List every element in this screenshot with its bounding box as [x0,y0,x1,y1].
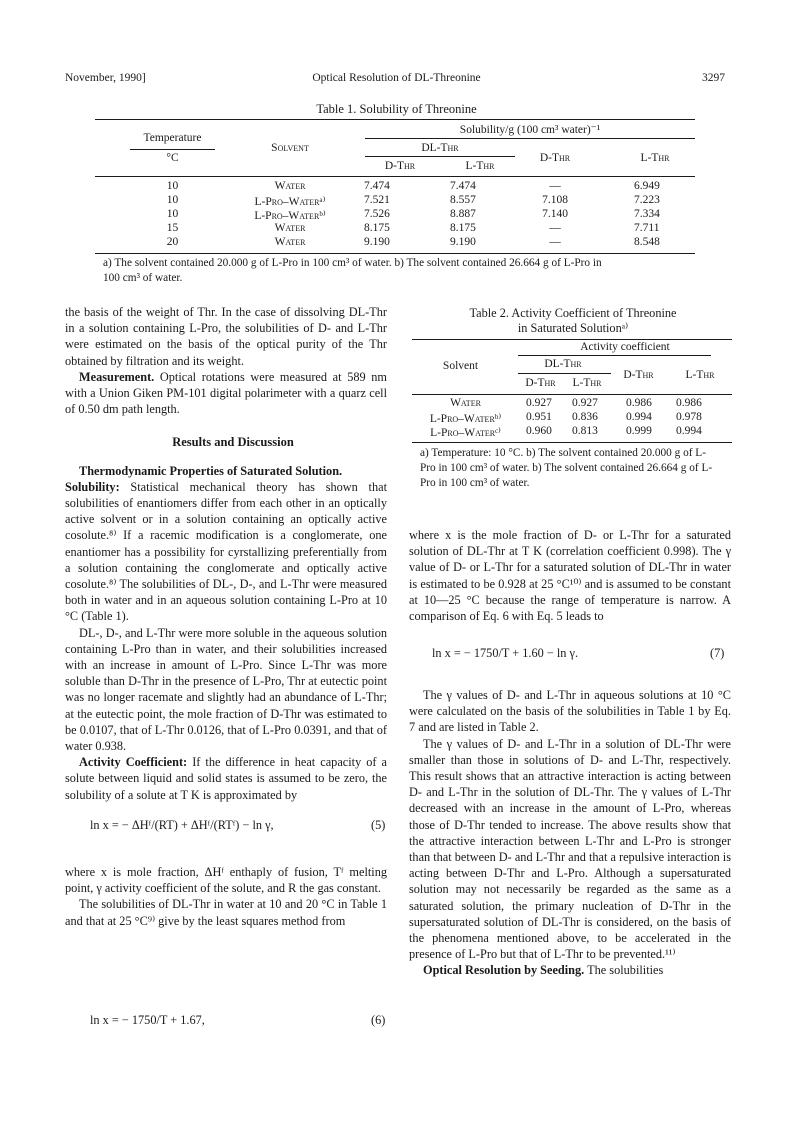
para-activity [65,754,387,803]
equation-5: ln x = − ΔHᶠ/(RT) + ΔHᶠ/(RTᶠ) − ln γ, [90,818,274,832]
table1-cell-d: — [549,180,561,192]
table1-header-lthr: L-Thr [640,152,670,164]
para-basis: the basis of the weight of Thr. In the case of dissolving DL-Thr in a solution containing L-Pro, the solubilities of D- and L-Thr were estimated on the basis of the optical purity of the Thr obtained by filtration and its weight. [65,305,387,368]
activity-heading: Activity Coefficient: [79,755,188,770]
table1-footnote-cont: 100 cm³ of water. [103,272,183,284]
right-column-cont [409,687,731,979]
table1-header-l-in-dl: L-Thr [465,160,495,172]
equation-5-number: (5) [371,818,386,832]
table1-cell-d-in-dl: 9.190 [364,236,390,248]
para-thermo-heading [65,463,387,479]
table1-cell-solvent: L-Pro–Waterᵇ⁾ [254,210,326,222]
table2-cell-d-in-dl: 0.951 [526,411,552,423]
left-column-cont [65,864,387,929]
table1-cell-l: 8.548 [634,236,660,248]
section-heading: Results and Discussion [172,435,294,450]
measurement-text: Optical rotations were measured at 589 nm with a Union Giken PM-101 digital polarimeter with a quarz cell of 0.50 dm path length. [65,369,387,417]
table1-cell-temp: 10 [166,194,179,206]
activity-text: If the difference in heat capacity of a solute between liquid and solid states is assumed to be zero, the solubility of a solute at T K is approximated by [65,755,388,802]
table1-bottom-rule [95,253,695,254]
table2-cell-l: 0.994 [676,425,702,437]
table2-cell-d-in-dl: 0.927 [526,397,552,409]
page-number: 3297 [702,72,725,84]
para-optical-resolution [409,962,731,978]
left-column [65,304,387,803]
table1-cell-l-in-dl: 8.887 [450,208,476,220]
solubility-heading: Solubility: [65,479,120,494]
table2-bottom-rule [412,442,732,443]
table1-cell-d: 7.108 [542,194,568,206]
optical-heading: Optical Resolution by Seeding. [423,963,585,978]
table2-title: Table 2. Activity Coefficient of Threonine [469,306,677,320]
table1-cell-d-in-dl: 7.521 [364,194,390,206]
table2-cell-d: 0.986 [626,397,652,409]
table1-header-solvent: Solvent [271,142,309,154]
table2-header-l-in-dl: L-Thr [572,377,602,389]
measurement-heading: Measurement. [79,369,155,384]
table1-cell-l-in-dl: 8.557 [450,194,476,206]
table2-header-solvent: Solvent [442,360,479,372]
table2-cell-d: 0.999 [626,425,652,437]
table1-temp-rule [130,149,215,150]
table2-cell-l: 0.978 [676,411,702,423]
table2-cell-l: 0.986 [676,397,702,409]
table1-solubility-rule [365,138,695,139]
table1-cell-l: 6.949 [634,180,660,192]
para-measurement [65,369,387,418]
table2-header-d-in-dl: D-Thr [525,377,556,389]
table1-cell-d-in-dl: 8.175 [364,222,390,234]
table1-cell-d: — [549,236,561,248]
equation-7-number: (7) [710,646,725,660]
table1-cell-l-in-dl: 8.175 [450,222,476,234]
table1-header-dlthr: DL-Thr [421,142,459,154]
thermo-heading: Thermodynamic Properties of Saturated Solution. [79,463,343,478]
table2-cell-solvent: L-Pro–Waterᵇ⁾ [429,413,502,425]
table1-dlthr-rule [365,156,515,157]
table2-top-rule [412,339,732,340]
para-dl: DL-, D-, and L-Thr were more soluble in the aqueous solution containing L-Pro than in water, and their solubilities increased with an increase in amount of L-Pro. Since L-Thr was more soluble than D-Thr in the presence of L-Pro, Thr at eutectic point was no longer racemate and slightly had an abundance of L-Thr; at the eutectic point, the mole fraction of D-Thr was estimated to be 0.0107, that of L-Thr 0.0126, that of L-Pro 0.0391, and that of water 0.938. [65,625,387,754]
table2-activity-rule [518,355,711,356]
para-where-saturated: where x is the mole fraction of D- or L-Thr for a saturated solution of DL-Thr at T K (correlation coefficient 0.998). The γ value of D- or L-Thr for a saturated solution of DL-Thr in water is estimated to be 0.928 at 25 °C¹⁰⁾ and is assumed to be constant at 10—25 °C because the range of temperature is narrow. A comparison of Eq. 6 with Eq. 5 leads to [409,528,731,624]
table2-header-rule [412,394,732,395]
table2-cell-d-in-dl: 0.960 [526,425,552,437]
table1-cell-l: 7.223 [634,194,660,206]
header-left: November, 1990] [65,72,146,84]
table1-cell-d: 7.140 [542,208,568,220]
table2-header-dthr: D-Thr [623,369,654,381]
table2-cell-l-in-dl: 0.927 [572,397,598,409]
solubility-text: Statistical mechanical theory has shown that solubilities of enantiomers differ from each other in an optically active solvent or in a solution containing an optically active cosolute.⁸⁾ If a racemic modification is a conglomerate, one enantiomer has a possibility for cyrstallizing preferentially from a solution containing the conglomerate and optically active cosolute.⁸⁾ The solubilities of DL-, D-, and L-Thr were measured both in water and in an aqueous solution containing L-Pro at 10 °C (Table 1). [65,479,387,624]
table1-cell-solvent: Water [274,236,306,248]
table2-cell-l-in-dl: 0.836 [572,411,598,423]
right-column [409,527,731,624]
table1-cell-solvent: Water [274,180,306,192]
optical-text: The solubilities [584,963,664,978]
table2-cell-d: 0.994 [626,411,652,423]
table1-cell-solvent: L-Pro–Waterᵃ⁾ [254,196,326,208]
table1-top-rule [95,119,695,120]
equation-6-number: (6) [371,1013,386,1027]
para-gamma-calc: The γ values of D- and L-Thr in aqueous solutions at 10 °C were calculated on the basis of the solubilities in Table 1 by Eq. 7 and are listed in Table 2. [409,688,731,735]
table2-footnote: a) Temperature: 10 °C. b) The solvent contained 20.000 g of L-Pro in 100 cm³ of water. b) The solvent contained 26.664 g of L-Pro in 100 cm³ of water. [420,447,713,489]
table2-cell-solvent: L-Pro–Waterᶜ⁾ [430,427,501,439]
table1-title: Table 1. Solubility of Threonine [316,102,477,116]
table1-header-temp-unit: °C [166,152,179,164]
para-solubilities-dl: The solubilities of DL-Thr in water at 10 and 20 °C in Table 1 and that at 25 °C⁹⁾ give by the least squares method from [65,897,387,928]
table2-title-cont: in Saturated Solutionᵃ⁾ [517,321,629,335]
table1-cell-d-in-dl: 7.526 [364,208,390,220]
table1-cell-l-in-dl: 9.190 [450,236,476,248]
table1-cell-temp: 10 [166,208,179,220]
table2-header-dlthr: DL-Thr [544,358,582,370]
table1-cell-temp: 20 [166,236,179,248]
header-title: Optical Resolution of DL-Threonine [312,72,481,84]
table1-cell-solvent: Water [274,222,306,234]
table1-cell-l: 7.334 [634,208,660,220]
table1-header-rule [95,176,695,177]
table2-header-lthr: L-Thr [685,369,715,381]
para-gamma-discussion: The γ values of D- and L-Thr in a solution of DL-Thr were smaller than those in solutions of D- and L-Thr, respectively. This result shows that an attractive interaction is acting between D- and L-Thr in the solution of DL-Thr. The γ values of L-Thr decreased with an increase in the amount of L-Pro, whereas those of D-Thr tended to increase. The above results show that the attractive interaction between L-Thr and L-Pro is stronger than that between D- and L-Thr and that a repulsive interaction is acting between D-Thr and L-Pro. Although a supersaturated solution may not necessarily be regarded as the same as a saturated solution, the primary nucleation of D-Thr in the supersaturated solution of DL-Thr is considered, on the basis of the phenomena mentioned above, to be accelerated in the presence of L-Pro but that of L-Thr to be prevented.¹¹⁾ [409,736,731,962]
table2-dlthr-rule [518,373,611,374]
table1-header-temperature: Temperature [143,132,202,144]
table2-cell-l-in-dl: 0.813 [572,425,598,437]
table1-footnote: a) The solvent contained 20.000 g of L-Pro in 100 cm³ of water. b) The solvent contained 26.664 g of L-Pro in [103,257,602,269]
table1-header-d-in-dl: D-Thr [384,160,416,172]
table1-cell-temp: 15 [166,222,179,234]
table1-header-solubility: Solubility/g (100 cm³ water)⁻¹ [459,124,601,136]
table1-header-dthr: D-Thr [539,152,571,164]
para-solubility [65,479,387,625]
equation-6: ln x = − 1750/T + 1.67, [90,1013,205,1027]
table1-cell-temp: 10 [166,180,179,192]
equation-7: ln x = − 1750/T + 1.60 − ln γ. [432,646,579,660]
table2-cell-solvent: Water [450,397,481,409]
table1-cell-d-in-dl: 7.474 [364,180,390,192]
table1-cell-d: — [549,222,561,234]
table1-cell-l-in-dl: 7.474 [450,180,476,192]
para-where-mole: where x is mole fraction, ΔHᶠ enthaply of fusion, Tᶠ melting point, γ activity coefficient of the solute, and R the gas constant. [65,865,387,896]
table2-header-activity: Activity coefficient [580,341,670,353]
table1-cell-l: 7.711 [634,222,660,234]
